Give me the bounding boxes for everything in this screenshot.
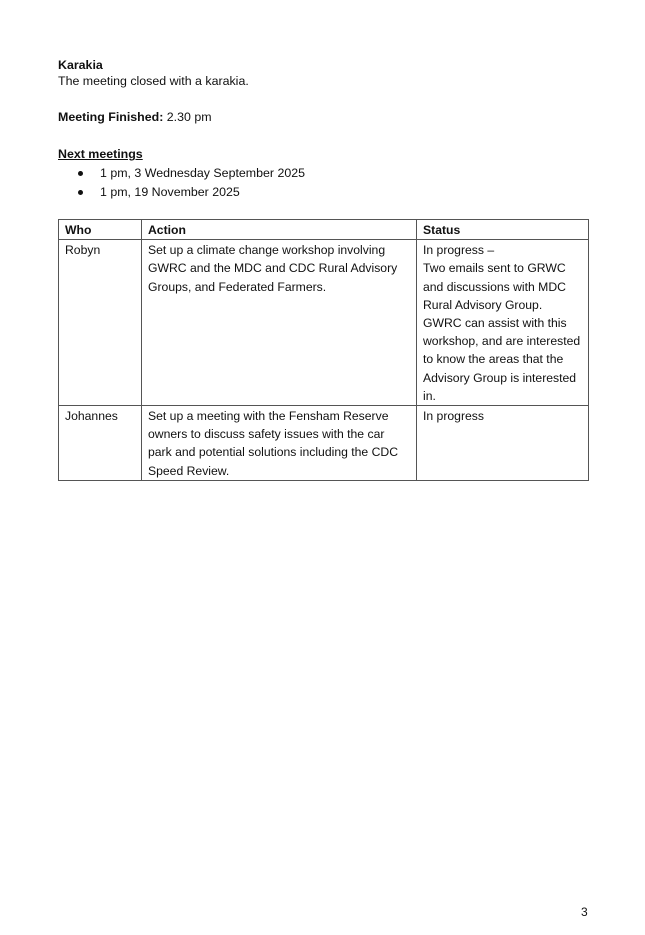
- next-meetings-list: [58, 164, 305, 202]
- status-line: In progress: [423, 409, 484, 424]
- cell-action: Set up a meeting with the Fensham Reserve owners to discuss safety issues with the car park and potential solutions including the CDC Speed Review.: [142, 406, 417, 481]
- cell-action: Set up a climate change workshop involving GWRC and the MDC and CDC Rural Advisory Groups, and Federated Farmers.: [142, 240, 417, 406]
- status-line: In progress –: [423, 243, 495, 258]
- meeting-finished: [58, 110, 212, 124]
- cell-who: Robyn: [59, 240, 142, 406]
- bullet-icon: [78, 190, 83, 195]
- action-table: [58, 219, 589, 481]
- list-item: [58, 183, 305, 202]
- next-meeting-date: 1 pm, 19 November 2025: [100, 185, 240, 199]
- table-header-row: [59, 220, 589, 240]
- status-line: GWRC can assist with this workshop, and are interested to know the areas that the Advisory Group is interested in.: [423, 316, 581, 403]
- next-meeting-date: 1 pm, 3 Wednesday September 2025: [100, 166, 306, 180]
- header-who: Who: [59, 220, 142, 240]
- meeting-finished-value: 2.30 pm: [163, 110, 212, 124]
- cell-who: Johannes: [59, 406, 142, 481]
- cell-status: [417, 406, 589, 481]
- list-item: [58, 164, 305, 183]
- table-row: [59, 240, 589, 406]
- meeting-finished-label: Meeting Finished:: [58, 110, 164, 124]
- karakia-heading: Karakia: [58, 58, 103, 72]
- table-row: [59, 406, 589, 481]
- header-action: Action: [142, 220, 417, 240]
- status-line: Two emails sent to GRWC and discussions with MDC Rural Advisory Group.: [423, 261, 566, 312]
- header-status: Status: [417, 220, 589, 240]
- page-number: 3: [581, 905, 588, 919]
- cell-status: [417, 240, 589, 406]
- next-meetings-heading: Next meetings: [58, 147, 143, 161]
- karakia-text: The meeting closed with a karakia.: [58, 74, 249, 88]
- bullet-icon: [78, 171, 83, 176]
